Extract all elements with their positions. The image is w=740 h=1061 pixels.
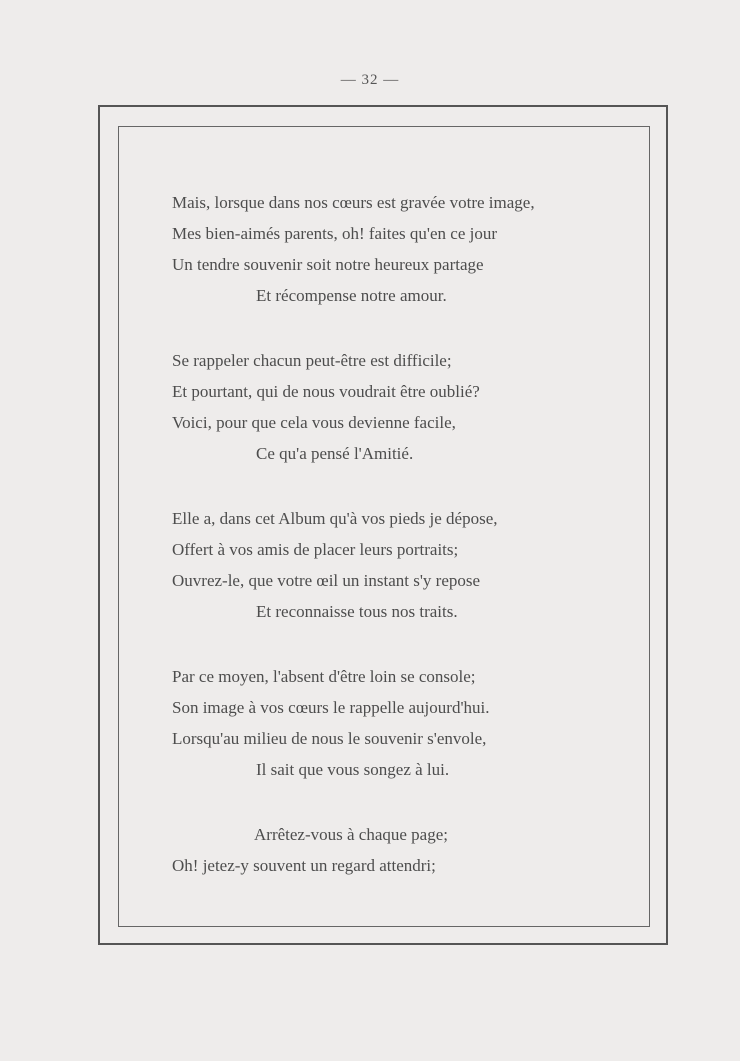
poem-line: Lorsqu'au milieu de nous le souvenir s'envole, bbox=[172, 729, 487, 748]
poem-line: Ouvrez-le, que votre œil un instant s'y repose bbox=[172, 571, 481, 590]
poem bbox=[172, 187, 642, 881]
poem-line: Et pourtant, qui de nous voudrait être oublié? bbox=[172, 382, 480, 401]
poem-line: Voici, pour que cela vous devienne facile, bbox=[172, 413, 456, 432]
poem-line: Un tendre souvenir soit notre heureux partage bbox=[172, 255, 484, 274]
stanza-2 bbox=[172, 345, 642, 469]
page-number: — 32 — bbox=[340, 72, 400, 88]
poem-line: Par ce moyen, l'absent d'être loin se console; bbox=[172, 667, 476, 686]
stanza-4 bbox=[172, 661, 642, 785]
poem-line-indented: Il sait que vous songez à lui. bbox=[256, 760, 450, 779]
stanza-5 bbox=[172, 819, 642, 881]
poem-line: Mes bien-aimés parents, oh! faites qu'en ce jour bbox=[172, 224, 498, 243]
poem-line-indented: Arrêtez-vous à chaque page; bbox=[254, 825, 448, 844]
poem-line-indented: Ce qu'a pensé l'Amitié. bbox=[256, 444, 414, 463]
stanza-3 bbox=[172, 503, 642, 627]
poem-line: Offert à vos amis de placer leurs portraits; bbox=[172, 540, 459, 559]
poem-line-indented: Et reconnaisse tous nos traits. bbox=[256, 602, 458, 621]
poem-line-indented: Et récompense notre amour. bbox=[256, 286, 447, 305]
poem-line: Se rappeler chacun peut-être est difficile; bbox=[172, 351, 452, 370]
poem-line: Elle a, dans cet Album qu'à vos pieds je dépose, bbox=[172, 509, 498, 528]
poem-line: Oh! jetez-y souvent un regard attendri; bbox=[172, 856, 436, 875]
poem-line: Son image à vos cœurs le rappelle aujourd'hui. bbox=[172, 698, 490, 717]
poem-line: Mais, lorsque dans nos cœurs est gravée votre image, bbox=[172, 193, 535, 212]
stanza-1 bbox=[172, 187, 642, 311]
